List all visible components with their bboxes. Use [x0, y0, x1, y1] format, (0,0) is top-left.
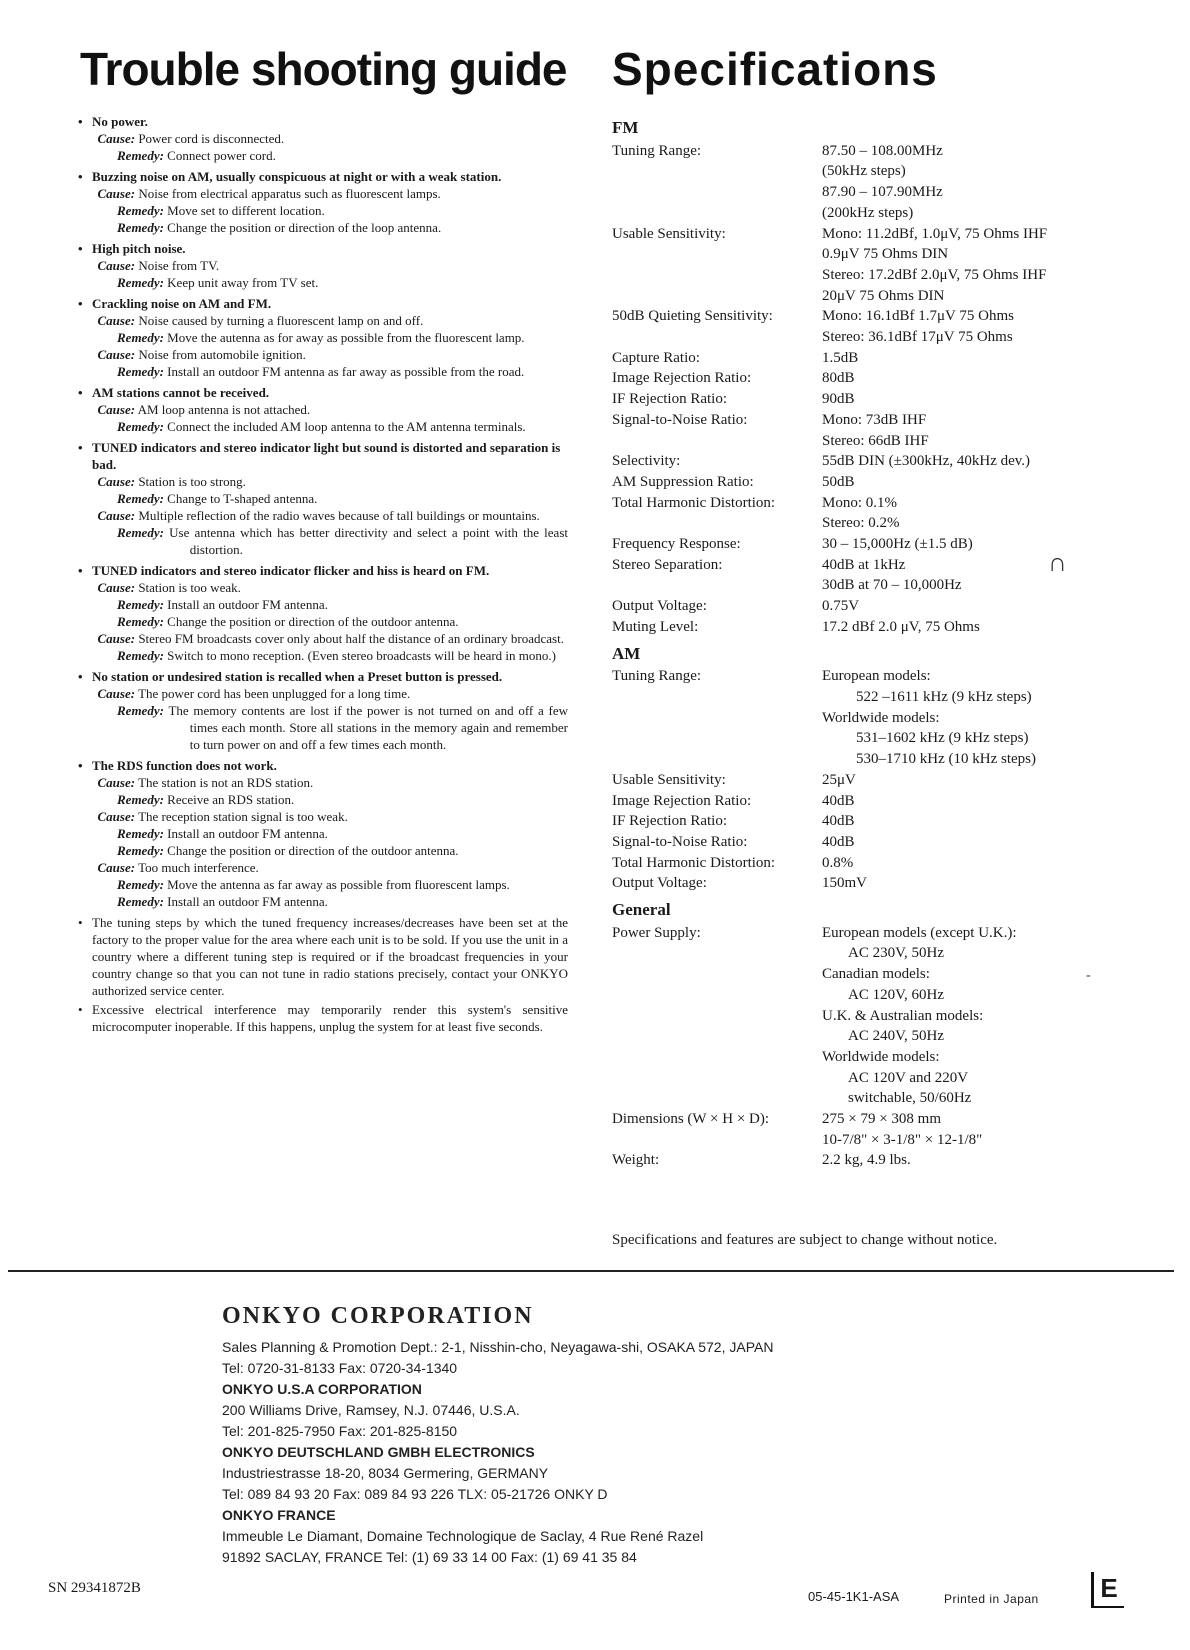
remedy-text: Keep unit away from TV set.	[167, 275, 319, 290]
spec-label: Selectivity:	[612, 453, 681, 470]
spec-row	[612, 873, 1142, 894]
remedy-text: The memory contents are lost if the power is not turned on and off a few times each month. Store all stations in the memory again and remember to turn power on and off a few times each month.	[168, 703, 569, 752]
remedy-label: Remedy:	[117, 419, 164, 434]
spec-value: AC 230V, 50Hz	[848, 945, 944, 962]
remedy-text: Change the position or direction of the outdoor antenna.	[167, 843, 459, 858]
cause-label: Cause:	[97, 347, 136, 362]
spec-value: AC 120V and 220V	[848, 1069, 969, 1086]
cause-line	[78, 630, 568, 647]
remedy-text: Move the antenna as far away as possible from fluorescent lamps.	[167, 877, 510, 892]
trouble-item	[78, 562, 568, 664]
cause-label: Cause:	[97, 313, 136, 328]
serial-number: SN 29341872B	[48, 1580, 141, 1596]
spec-value: 55dB DIN (±300kHz, 40kHz dev.)	[822, 453, 1031, 470]
remedy-label: Remedy:	[117, 826, 164, 841]
office-line: 91892 SACLAY, FRANCE Tel: (1) 69 33 14 00 Fax: (1) 69 41 35 84	[222, 1549, 637, 1565]
issue-heading: • No station or undesired station is recalled when a Preset button is pressed.	[78, 668, 568, 685]
remedy-text: Change to T-shaped antenna.	[167, 491, 318, 506]
cause-text: The reception station signal is too weak.	[138, 809, 348, 824]
remedy-line	[78, 329, 568, 346]
spec-value: 25μV	[822, 771, 856, 788]
cause-label: Cause:	[97, 631, 136, 646]
spec-label: IF Rejection Ratio:	[612, 391, 727, 408]
remedy-line	[78, 219, 568, 236]
spec-row	[612, 770, 1142, 791]
spec-value: 0.75V	[822, 598, 860, 615]
issue-heading: • Crackling noise on AM and FM.	[78, 295, 568, 312]
spec-value: Stereo: 36.1dBf 17μV 75 Ohms	[822, 329, 1013, 346]
spec-label: Usable Sensitivity:	[612, 225, 726, 242]
office-line: Immeuble Le Diamant, Domaine Technologique de Saclay, 4 Rue René Razel	[222, 1528, 704, 1544]
cause-line	[78, 507, 568, 524]
remedy-line	[78, 893, 568, 910]
specifications-title: Specifications	[612, 43, 938, 95]
issue-heading: • Buzzing noise on AM, usually conspicuous at night or with a weak station.	[78, 168, 568, 185]
binder-mark-icon: ∩	[1048, 548, 1067, 577]
spec-values	[822, 791, 1142, 812]
spec-value: 40dB at 1kHz	[822, 556, 906, 573]
remedy-label: Remedy:	[117, 894, 164, 909]
section-divider	[8, 1270, 1174, 1272]
spec-value: Canadian models:	[822, 966, 930, 983]
spec-label: Image Rejection Ratio:	[612, 370, 752, 387]
cause-line	[78, 859, 568, 876]
office-line: Tel: 0720-31-8133 Fax: 0720-34-1340	[222, 1360, 458, 1376]
remedy-label: Remedy:	[117, 364, 164, 379]
office-line: 200 Williams Drive, Ramsey, N.J. 07446, U.S.A.	[222, 1402, 520, 1418]
cause-text: Stereo FM broadcasts cover only about half the distance of an ordinary broadcast.	[138, 631, 564, 646]
remedy-text: Move the autenna as for away as possible from the fluorescent lamp.	[167, 330, 525, 345]
cause-text: Station is too strong.	[138, 474, 246, 489]
spec-row	[612, 832, 1142, 853]
spec-value: 150mV	[822, 875, 867, 892]
spec-values	[822, 368, 1142, 389]
remedy-line	[78, 524, 568, 558]
cause-line	[78, 130, 568, 147]
spec-value: 10-7/8" × 3-1/8" × 12-1/8"	[822, 1131, 983, 1148]
spec-label: Capture Ratio:	[612, 349, 700, 366]
remedy-text: Connect the included AM loop antenna to the AM antenna terminals.	[167, 419, 526, 434]
spec-value: 87.90 – 107.90MHz	[822, 184, 943, 201]
office-block	[222, 1337, 773, 1379]
spec-values	[822, 534, 1142, 555]
spec-values	[822, 389, 1142, 410]
office-block	[222, 1442, 773, 1505]
spec-value: 522 –1611 kHz (9 kHz steps)	[856, 688, 1032, 705]
spec-label: Stereo Separation:	[612, 556, 723, 573]
spec-value: 1.5dB	[822, 349, 859, 366]
spec-value: switchable, 50/60Hz	[848, 1090, 972, 1107]
printed-in: Printed in Japan	[944, 1592, 1039, 1606]
spec-value: Stereo: 17.2dBf 2.0μV, 75 Ohms IHF	[822, 266, 1047, 283]
cause-label: Cause:	[97, 775, 136, 790]
trouble-item	[78, 439, 568, 558]
remedy-label: Remedy:	[117, 648, 164, 663]
remedy-text: Receive an RDS station.	[167, 792, 295, 807]
spec-label: Power Supply:	[612, 924, 701, 941]
office-line: Sales Planning & Promotion Dept.: 2-1, Nisshin-cho, Neyagawa-shi, OSAKA 572, JAPAN	[222, 1339, 774, 1355]
office-name: ONKYO DEUTSCHLAND GMBH ELECTRONICS	[222, 1444, 535, 1460]
spec-row	[612, 853, 1142, 874]
remedy-line	[78, 702, 568, 753]
spec-value: 90dB	[822, 391, 855, 408]
trouble-item	[78, 757, 568, 910]
office-list	[222, 1337, 773, 1568]
office-name: ONKYO U.S.A CORPORATION	[222, 1381, 422, 1397]
spec-row	[612, 410, 1142, 451]
spec-label: Tuning Range:	[612, 142, 702, 159]
spec-row	[612, 617, 1142, 638]
spec-label: Tuning Range:	[612, 668, 702, 685]
cause-line	[78, 685, 568, 702]
spec-value: 275 × 79 × 308 mm	[822, 1111, 942, 1128]
remedy-text: Install an outdoor FM antenna.	[167, 826, 328, 841]
document-code: 05-45-1K1-ASA	[808, 1589, 900, 1604]
spec-value: 531–1602 kHz (9 kHz steps)	[856, 730, 1029, 747]
cause-label: Cause:	[97, 809, 136, 824]
spec-values	[822, 1109, 1142, 1150]
trouble-item	[78, 668, 568, 753]
issue-heading: • High pitch noise.	[78, 240, 568, 257]
spec-row	[612, 666, 1142, 770]
remedy-label: Remedy:	[117, 597, 164, 612]
remedy-text: Use antenna which has better directivity and select a point with the least distortion.	[169, 525, 568, 557]
spec-values	[822, 555, 1142, 596]
spec-value: European models (except U.K.):	[822, 924, 1017, 941]
cause-label: Cause:	[97, 186, 136, 201]
cause-text: Noise from electrical apparatus such as fluorescent lamps.	[138, 186, 441, 201]
cause-line	[78, 257, 568, 274]
language-badge: E	[1091, 1572, 1124, 1608]
spec-label: Signal-to-Noise Ratio:	[612, 833, 748, 850]
remedy-line	[78, 842, 568, 859]
cause-text: Noise caused by turning a fluorescent lamp on and off.	[138, 313, 424, 328]
cause-label: Cause:	[97, 508, 136, 523]
cause-line	[78, 774, 568, 791]
cause-label: Cause:	[97, 860, 136, 875]
cause-line	[78, 579, 568, 596]
remedy-text: Switch to mono reception. (Even stereo broadcasts will be heard in mono.)	[167, 648, 556, 663]
remedy-line	[78, 418, 568, 435]
spec-values	[822, 617, 1142, 638]
spec-values	[822, 141, 1142, 224]
issue-heading: • TUNED indicators and stereo indicator light but sound is distorted and separation is bad.	[78, 439, 568, 473]
cause-label: Cause:	[97, 474, 136, 489]
office-line: Tel: 201-825-7950 Fax: 201-825-8150	[222, 1423, 458, 1439]
spec-label: Dimensions (W × H × D):	[612, 1111, 770, 1128]
spec-row	[612, 923, 1142, 1109]
spec-value: 20μV 75 Ohms DIN	[822, 287, 945, 304]
spec-label: 50dB Quieting Sensitivity:	[612, 308, 773, 325]
office-line: Industriestrasse 18-20, 8034 Germering, GERMANY	[222, 1465, 549, 1481]
cause-line	[78, 401, 568, 418]
office-name: ONKYO FRANCE	[222, 1507, 336, 1523]
cause-text: Too much interference.	[138, 860, 259, 875]
spec-section-heading: AM	[612, 643, 641, 663]
spec-value: 30 – 15,000Hz (±1.5 dB)	[822, 536, 973, 553]
cause-line	[78, 808, 568, 825]
spec-value: AC 240V, 50Hz	[848, 1028, 944, 1045]
spec-values	[822, 348, 1142, 369]
cause-label: Cause:	[97, 580, 136, 595]
spec-values	[822, 493, 1142, 534]
spec-label: Frequency Response:	[612, 536, 741, 553]
remedy-text: Install an outdoor FM antenna.	[167, 597, 328, 612]
cause-label: Cause:	[97, 131, 136, 146]
remedy-label: Remedy:	[117, 877, 164, 892]
cause-line	[78, 312, 568, 329]
spec-values	[822, 410, 1142, 451]
remedy-line	[78, 274, 568, 291]
trouble-item	[78, 240, 568, 291]
office-line: Tel: 089 84 93 20 Fax: 089 84 93 226 TLX: 05-21726 ONKY D	[222, 1486, 608, 1502]
cause-text: The power cord has been unplugged for a long time.	[138, 686, 411, 701]
remedy-label: Remedy:	[117, 703, 164, 718]
spec-value: 0.9μV 75 Ohms DIN	[822, 246, 949, 263]
remedy-text: Move set to different location.	[167, 203, 325, 218]
spec-label: Total Harmonic Distortion:	[612, 494, 776, 511]
spec-row	[612, 791, 1142, 812]
cause-text: AM loop antenna is not attached.	[137, 402, 311, 417]
spec-value: 17.2 dBf 2.0 μV, 75 Ohms	[822, 618, 980, 635]
trouble-note: • Excessive electrical interference may temporarily render this system's sensitive microcomputer inoperable. If this happens, unplug the system for at least five seconds.	[78, 1001, 568, 1035]
spec-value: Worldwide models:	[822, 709, 940, 726]
spec-values	[822, 596, 1142, 617]
remedy-text: Change the position or direction of the outdoor antenna.	[167, 614, 459, 629]
spec-label: Output Voltage:	[612, 875, 707, 892]
remedy-label: Remedy:	[117, 614, 164, 629]
spec-label: IF Rejection Ratio:	[612, 813, 727, 830]
corporation-block	[222, 1303, 774, 1568]
spec-value: Mono: 0.1%	[822, 494, 897, 511]
spec-row	[612, 348, 1142, 369]
trouble-item	[78, 295, 568, 380]
office-block	[222, 1505, 773, 1568]
spec-row	[612, 493, 1142, 534]
spec-value: Stereo: 66dB IHF	[822, 432, 929, 449]
remedy-line	[78, 596, 568, 613]
cause-line	[78, 346, 568, 363]
spec-value: (50kHz steps)	[822, 163, 906, 180]
issue-heading: • TUNED indicators and stereo indicator flicker and hiss is heard on FM.	[78, 562, 568, 579]
spec-row	[612, 451, 1142, 472]
spec-value: Mono: 73dB IHF	[822, 411, 927, 428]
spec-row	[612, 1150, 1142, 1171]
spec-value: 30dB at 70 – 10,000Hz	[822, 577, 962, 594]
spec-values	[822, 224, 1142, 307]
spec-section-heading: General	[612, 900, 671, 920]
remedy-text: Change the position or direction of the loop antenna.	[167, 220, 442, 235]
issue-heading: • The RDS function does not work.	[78, 757, 568, 774]
remedy-line	[78, 202, 568, 219]
spec-values	[822, 666, 1142, 770]
troubleshooting-list	[78, 113, 568, 1035]
spec-label: Image Rejection Ratio:	[612, 792, 752, 809]
spec-value: 40dB	[822, 833, 855, 850]
remedy-text: Install an outdoor FM antenna as far away as possible from the road.	[167, 364, 525, 379]
spec-label: Muting Level:	[612, 618, 699, 635]
spec-section-heading: FM	[612, 118, 639, 137]
office-block	[222, 1379, 773, 1442]
spec-label: Weight:	[612, 1152, 660, 1169]
spec-row	[612, 811, 1142, 832]
cause-text: Noise from automobile ignition.	[138, 347, 306, 362]
spec-values	[822, 306, 1142, 347]
spec-row	[612, 472, 1142, 493]
spec-value: Stereo: 0.2%	[822, 515, 900, 532]
cause-text: The station is not an RDS station.	[138, 775, 314, 790]
spec-value: Mono: 16.1dBf 1.7μV 75 Ohms	[822, 308, 1014, 325]
spec-values	[822, 873, 1142, 894]
troubleshooting-title: Trouble shooting guide	[80, 43, 567, 95]
cause-label: Cause:	[97, 402, 136, 417]
spec-row	[612, 141, 1142, 224]
remedy-line	[78, 791, 568, 808]
cause-text: Multiple reflection of the radio waves because of tall buildings or mountains.	[138, 508, 540, 523]
cause-label: Cause:	[97, 258, 136, 273]
specifications-note: Specifications and features are subject to change without notice.	[612, 1232, 998, 1248]
spec-row	[612, 224, 1142, 307]
remedy-line	[78, 647, 568, 664]
issue-heading: • No power.	[78, 113, 568, 130]
spec-label: Output Voltage:	[612, 598, 707, 615]
spec-label: Signal-to-Noise Ratio:	[612, 411, 748, 428]
remedy-line	[78, 147, 568, 164]
specifications-table	[612, 118, 1142, 1171]
remedy-line	[78, 613, 568, 630]
remedy-line	[78, 825, 568, 842]
spec-value: 530–1710 kHz (10 kHz steps)	[856, 751, 1036, 768]
spec-values	[822, 770, 1142, 791]
remedy-label: Remedy:	[117, 330, 164, 345]
spec-values	[822, 923, 1142, 1109]
spec-label: AM Suppression Ratio:	[612, 473, 754, 490]
spec-value: European models:	[822, 668, 931, 685]
spec-row	[612, 389, 1142, 410]
cause-line	[78, 185, 568, 202]
spec-value: Worldwide models:	[822, 1048, 940, 1065]
cause-text: Noise from TV.	[138, 258, 220, 273]
scan-speck-icon: ‑	[1086, 968, 1091, 983]
trouble-note: • The tuning steps by which the tuned frequency increases/decreases have been set at the factory to the proper value for the area where each unit is to be sold. If you use the unit in a country where a different tuning step is required or if the broadcast frequencies in your country change so that you can not tune in radio stations precisely, contact your ONKYO authorized service center.	[78, 914, 568, 999]
spec-row	[612, 1109, 1142, 1150]
spec-value: AC 120V, 60Hz	[848, 986, 944, 1003]
spec-value: 50dB	[822, 473, 855, 490]
spec-value: 80dB	[822, 370, 855, 387]
spec-values	[822, 811, 1142, 832]
remedy-text: Connect power cord.	[167, 148, 276, 163]
spec-values	[822, 1150, 1142, 1171]
spec-value: 2.2 kg, 4.9 lbs.	[822, 1152, 911, 1169]
spec-value: 40dB	[822, 792, 855, 809]
spec-label: Usable Sensitivity:	[612, 771, 726, 788]
remedy-label: Remedy:	[117, 148, 164, 163]
spec-row	[612, 596, 1142, 617]
spec-value: 87.50 – 108.00MHz	[822, 142, 943, 159]
spec-row	[612, 306, 1142, 347]
spec-value: Mono: 11.2dBf, 1.0μV, 75 Ohms IHF	[822, 225, 1048, 242]
spec-value: 40dB	[822, 813, 855, 830]
remedy-label: Remedy:	[117, 491, 164, 506]
remedy-label: Remedy:	[117, 843, 164, 858]
spec-values	[822, 832, 1142, 853]
spec-values	[822, 451, 1142, 472]
remedy-label: Remedy:	[117, 203, 164, 218]
remedy-line	[78, 876, 568, 893]
spec-value: 0.8%	[822, 854, 854, 871]
remedy-line	[78, 490, 568, 507]
trouble-item	[78, 384, 568, 435]
remedy-text: Install an outdoor FM antenna.	[167, 894, 328, 909]
cause-label: Cause:	[97, 686, 136, 701]
cause-text: Power cord is disconnected.	[138, 131, 285, 146]
spec-row	[612, 368, 1142, 389]
spec-values	[822, 853, 1142, 874]
remedy-label: Remedy:	[117, 792, 164, 807]
trouble-item	[78, 113, 568, 164]
remedy-line	[78, 363, 568, 380]
spec-value: (200kHz steps)	[822, 204, 914, 221]
trouble-item	[78, 168, 568, 236]
spec-values	[822, 472, 1142, 493]
cause-line	[78, 473, 568, 490]
remedy-label: Remedy:	[117, 220, 164, 235]
issue-heading: • AM stations cannot be received.	[78, 384, 568, 401]
spec-label: Total Harmonic Distortion:	[612, 854, 776, 871]
corporation-name: ONKYO CORPORATION	[222, 1303, 534, 1329]
spec-value: U.K. & Australian models:	[822, 1007, 984, 1024]
remedy-label: Remedy:	[117, 275, 164, 290]
cause-text: Station is too weak.	[138, 580, 241, 595]
remedy-label: Remedy:	[117, 525, 164, 540]
